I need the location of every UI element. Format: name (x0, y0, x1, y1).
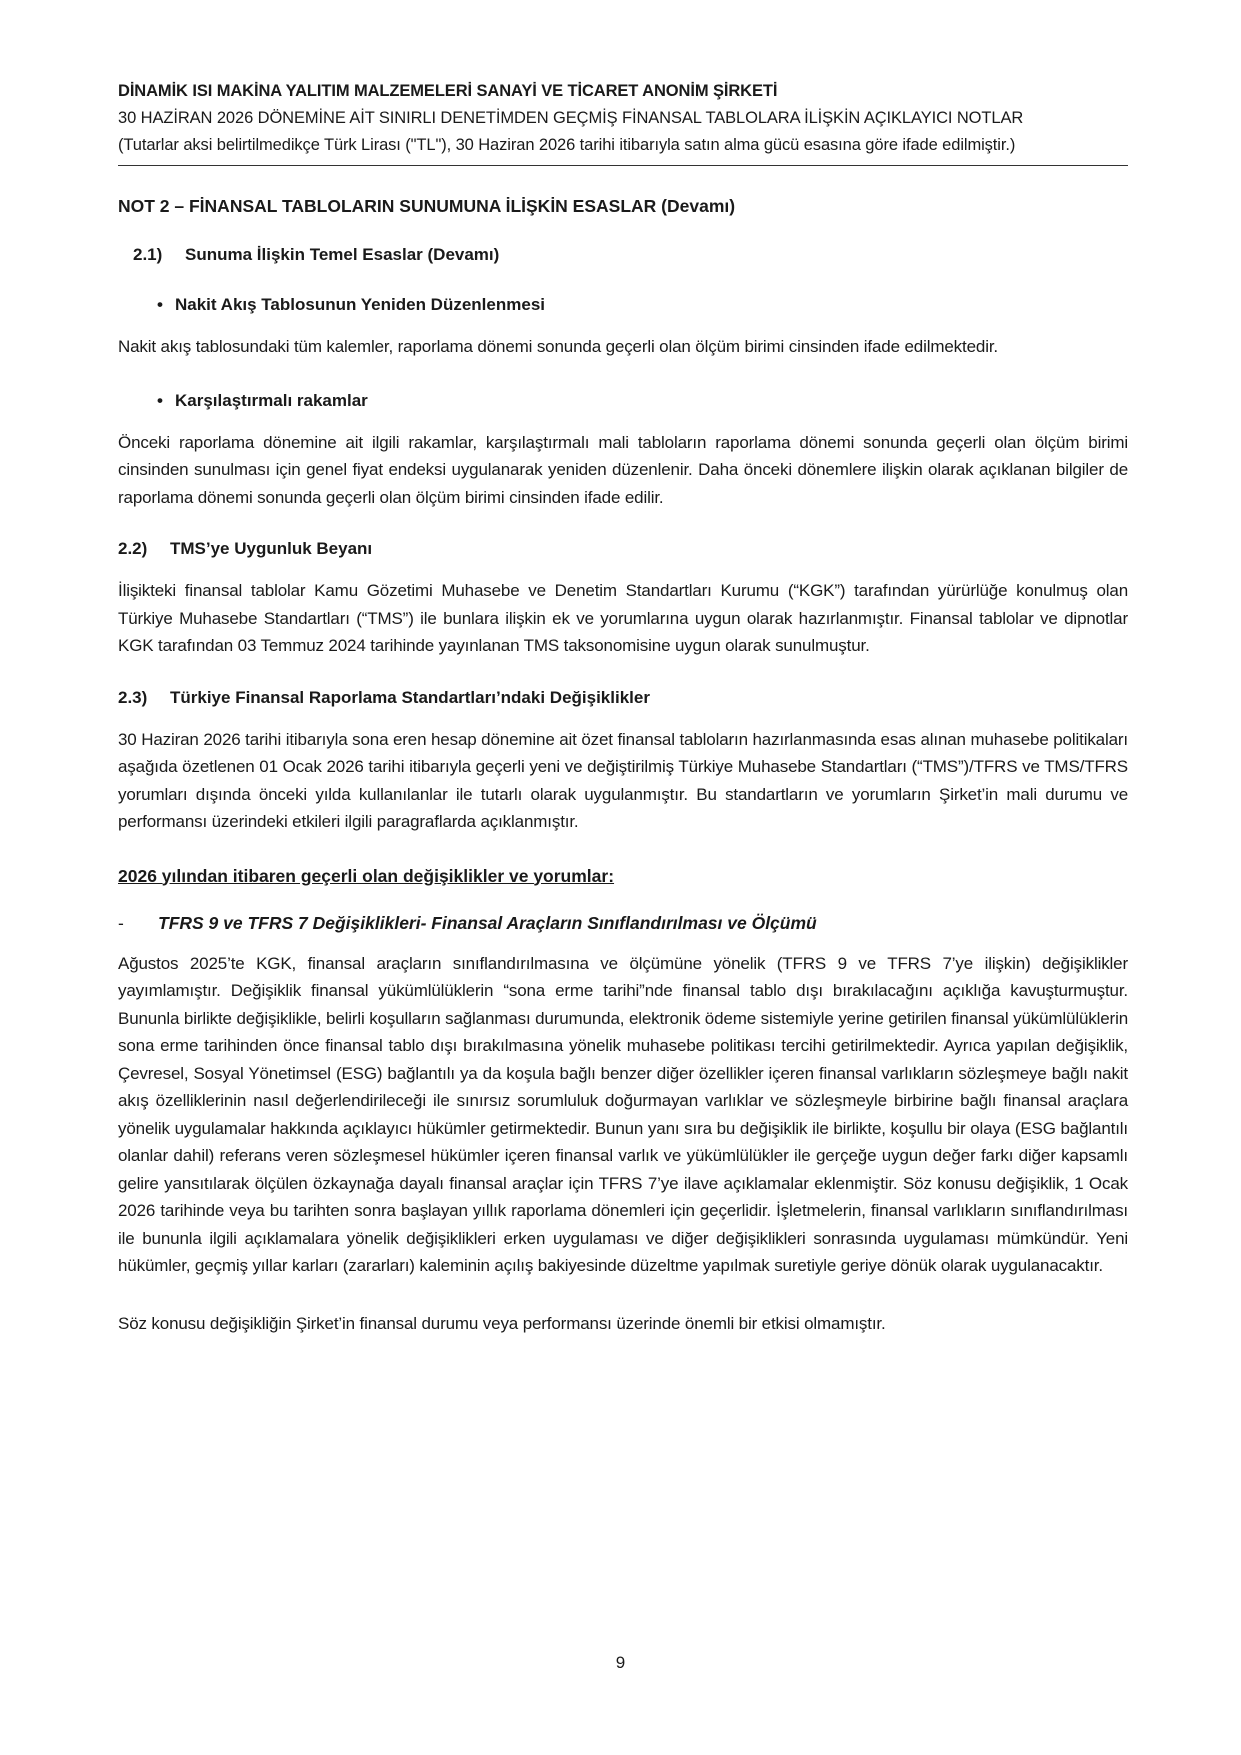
section-2-2-title: TMS’ye Uygunluk Beyanı (170, 539, 373, 558)
report-subtitle: 30 HAZİRAN 2026 DÖNEMİNE AİT SINIRLI DENETİMDEN GEÇMİŞ FİNANSAL TABLOLARA İLİŞKİN AÇIKLAYICI NOTLAR (118, 109, 1024, 127)
header-divider (118, 165, 1128, 166)
bullet-heading-comparatives: • Karşılaştırmalı rakamlar (157, 390, 368, 410)
section-2-3-number: 2.3) (118, 687, 148, 707)
document-page (118, 78, 1128, 1337)
company-name: DİNAMİK ISI MAKİNA YALITIM MALZEMELERİ SANAYİ VE TİCARET ANONİM ŞİRKETİ (118, 82, 778, 100)
bullet-icon: • (157, 295, 163, 314)
section-2-3-heading (118, 688, 1128, 708)
section-2-1-title: Sunuma İlişkin Temel Esaslar (Devamı) (185, 245, 500, 264)
amendment-title: TFRS 9 ve TFRS 7 Değişiklikleri- Finansal Araçların Sınıflandırılması ve Ölçümü (158, 912, 817, 933)
page-number: 9 (615, 1653, 626, 1672)
section-2-3-paragraph: 30 Haziran 2026 tarihi itibarıyla sona eren hesap dönemine ait özet finansal tabloların hazırlanmasında esas alınan muhasebe politikaları aşağıda özetlenen 01 Ocak 2026 tarihi itibarıyla geçerli yeni ve değiştirilmiş Türkiye Muhasebe Standartları (“TMS”)/TFRS ve TMS/TFRS yorumları dışında önceki yılda kullanılanlar ile tutarlı olarak uygulanmıştır. Bu standartların ve yorumların Şirket’in mali durumu ve performansı üzerindeki etkileri ilgili paragraflarda açıklanmıştır. (118, 729, 1128, 831)
currency-note: (Tutarlar aksi belirtilmedikçe Türk Lirası ("TL"), 30 Haziran 2026 tarihi itibarıyla satın alma gücü esasına göre ifade edilmiştir.) (118, 136, 1016, 154)
changes-heading: 2026 yılından itibaren geçerli olan değişiklikler ve yorumlar: (118, 865, 615, 886)
section-2-1-number: 2.1) (133, 245, 163, 264)
note-title: NOT 2 – FİNANSAL TABLOLARIN SUNUMUNA İLİŞKİN ESASLAR (Devamı) (118, 196, 736, 216)
section-2-2-heading (118, 539, 1128, 559)
document-header (118, 78, 1128, 166)
section-2-3-title: Türkiye Finansal Raporlama Standartları’ndaki Değişiklikler (170, 687, 650, 707)
comparatives-paragraph: Önceki raporlama dönemine ait ilgili rakamlar, karşılaştırmalı mali tabloların raporlama dönemi sonunda geçerli olan ölçüm birimi cinsinden sunulması için genel fiyat endeksi uygulanarak yeniden düzenlenir. Daha önceki dönemlere ilişkin olarak açıklanan bilgiler de raporlama dönemi sonunda geçerli olan ölçüm birimi cinsinden ifade edilir. (118, 432, 1128, 507)
section-2-1-heading (118, 245, 1128, 265)
bullet-heading-cash-flow: • Nakit Akış Tablosunun Yeniden Düzenlenmesi (157, 295, 545, 314)
amendment-heading (118, 913, 1128, 934)
section-2-2-number: 2.2) (118, 539, 148, 558)
conclusion-paragraph: Söz konusu değişikliğin Şirket’in finansal durumu veya performansı üzerinde önemli bir etkisi olmamıştır. (118, 1313, 886, 1333)
dash-marker: - (118, 912, 124, 933)
amendment-paragraph: Ağustos 2025’te KGK, finansal araçların sınıflandırılmasına ve ölçümüne yönelik (TFRS 9 ve TFRS 7’ye ilişkin) değişiklikler yayımlamıştır. Değişiklik finansal yükümlülüklerin “sona erme tarihi”nde finansal tablo dışı bırakılacağını açıklığa kavuşturmuştur. Bununla birlikte değişiklikle, belirli koşulların sağlanması durumunda, elektronik ödeme sistemiyle yerine getirilen finansal yükümlülüklerin sona erme tarihinden önce finansal tablo dışı bırakılmasına yönelik muhasebe politikası tercihi getirilmektedir. Ayrıca yapılan değişiklik, Çevresel, Sosyal Yönetimsel (ESG) bağlantılı ya da koşula bağlı benzer diğer özellikler içeren finansal varlıkların sözleşmeye bağlı nakit akış özelliklerinin nasıl değerlendirileceği ile sınırsız sorumluluk doğurmayan varlıklar ve sözleşmeyle birbirine bağlı finansal araçlara yönelik uygulamalar hakkında açıklayıcı hükümler getirmektedir. Bunun yanı sıra bu değişiklik ile birlikte, koşullu bir olaya (ESG bağlantılı olanlar dahil) referans veren sözleşmesel hükümler içeren finansal varlık ve yükümlülükler ile gerçeğe uygun değer farkı diğer kapsamlı gelire yansıtılarak ölçülen özkaynağa dayalı finansal araçlar için TFRS 7’ye ilave açıklamalar eklenmiştir. Söz konusu değişiklik, 1 Ocak 2026 tarihinde veya bu tarihten sonra başlayan yıllık raporlama dönemleri için geçerlidir. İşletmelerin, finansal varlıkların sınıflandırılması ile bununla ilgili açıklamalara yönelik değişiklikleri erken uygulaması ve diğer değişiklikleri sonrasında uygulaması mümkündür. Yeni hükümler, geçmiş yıllar karları (zararları) kaleminin açılış bakiyesinde düzeltme yapılmak suretiyle geriye dönük olarak uygulanacaktır. (118, 953, 1128, 1275)
cash-flow-paragraph: Nakit akış tablosundaki tüm kalemler, raporlama dönemi sonunda geçerli olan ölçüm birimi cinsinden ifade edilmektedir. (118, 337, 998, 356)
bullet-icon: • (157, 390, 163, 410)
section-2-2-paragraph: İlişikteki finansal tablolar Kamu Gözetimi Muhasebe ve Denetim Standartları Kurumu (“KGK”) tarafından yürürlüğe konulmuş olan Türkiye Muhasebe Standartları (“TMS”) ile bunlara ilişkin ek ve yorumlarına uygun olarak hazırlanmıştır. Finansal tablolar ve dipnotlar KGK tarafından 03 Temmuz 2024 tarihinde yayınlanan TMS taksonomisine uygun olarak sunulmuştur. (118, 581, 1128, 655)
